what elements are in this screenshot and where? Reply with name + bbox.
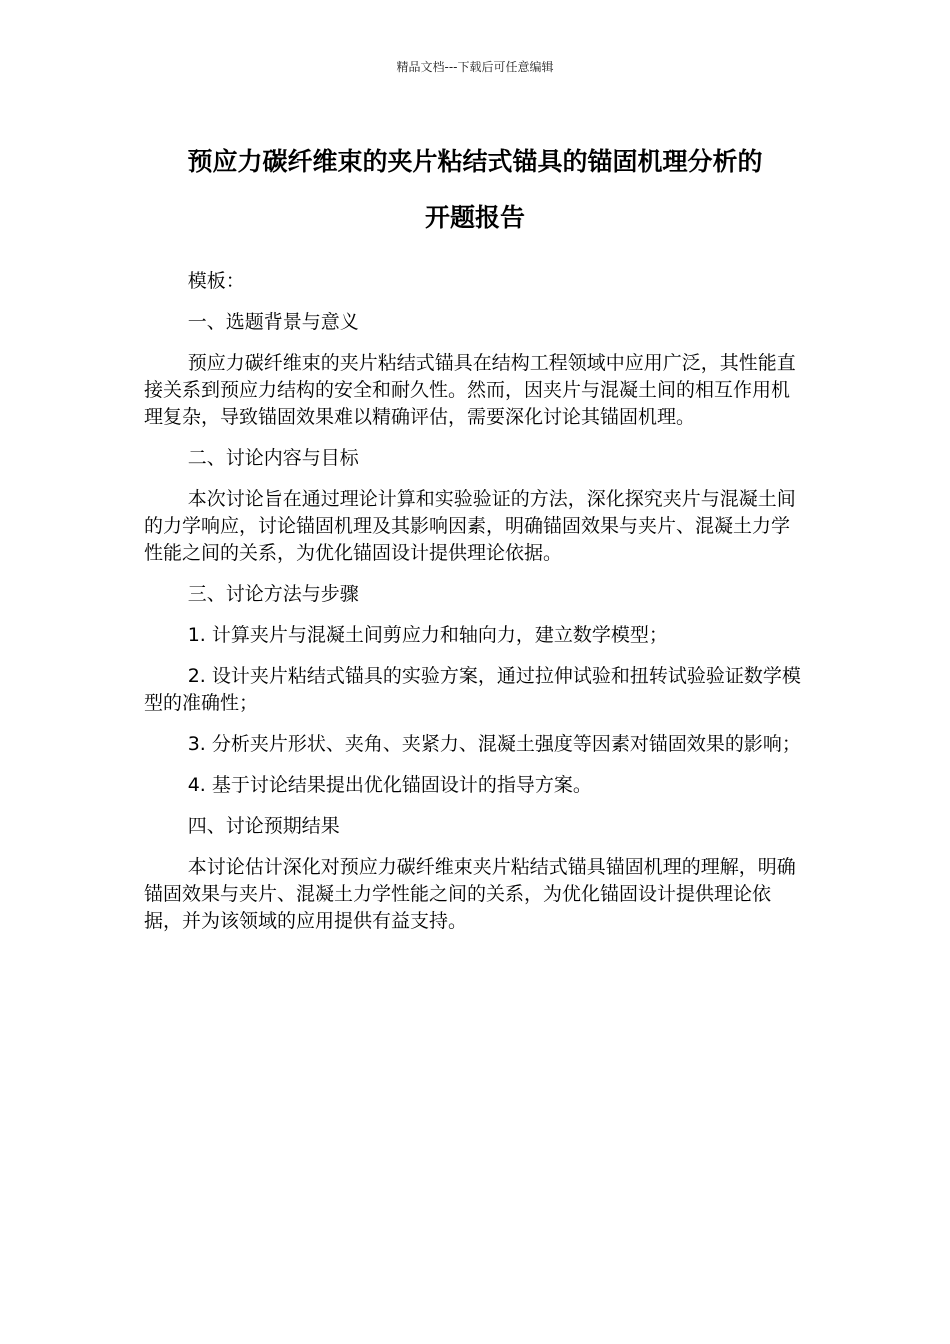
paragraph-results: 本讨论估计深化对预应力碳纤维束夹片粘结式锚具锚固机理的理解，明确锚固效果与夹片、混凝土力学性能之间的关系，为优化锚固设计提供理论依据，并为该领域的应用提供有益支持。 [144,856,796,932]
title-line-2: 开题报告 [424,203,525,232]
paragraph-background: 预应力碳纤维束的夹片粘结式锚具在结构工程领域中应用广泛，其性能直接关系到预应力结构的安全和耐久性。然而，因夹片与混凝土间的相互作用机理复杂，导致锚固效果难以精确评估，需要深化讨论其锚固机理。 [144,352,796,428]
method-step-4: 4. 基于讨论结果提出优化锚固设计的指导方案。 [187,774,592,796]
title-line-1: 预应力碳纤维束的夹片粘结式锚具的锚固机理分析的 [187,147,763,176]
header-note: 精品文档---下载后可任意编辑 [396,60,554,74]
template-label: 模板： [187,270,245,292]
method-step-2: 2. 设计夹片粘结式锚具的实验方案，通过拉伸试验和扭转试验验证数学模型的准确性； [144,665,801,714]
document-title [120,134,830,246]
section-heading-results: 四、讨论预期结果 [187,815,340,837]
method-step-3: 3. 分析夹片形状、夹角、夹紧力、混凝土强度等因素对锚固效果的影响； [187,733,801,755]
section-heading-background: 一、选题背景与意义 [187,311,359,333]
section-heading-content: 二、讨论内容与目标 [187,447,359,469]
section-heading-method: 三、讨论方法与步骤 [187,583,359,605]
method-step-1: 1. 计算夹片与混凝土间剪应力和轴向力，建立数学模型； [187,624,668,646]
document-body [144,268,804,949]
paragraph-content: 本次讨论旨在通过理论计算和实验验证的方法，深化探究夹片与混凝土间的力学响应，讨论锚固机理及其影响因素，明确锚固效果与夹片、混凝土力学性能之间的关系，为优化锚固设计提供理论依据。 [144,488,796,564]
